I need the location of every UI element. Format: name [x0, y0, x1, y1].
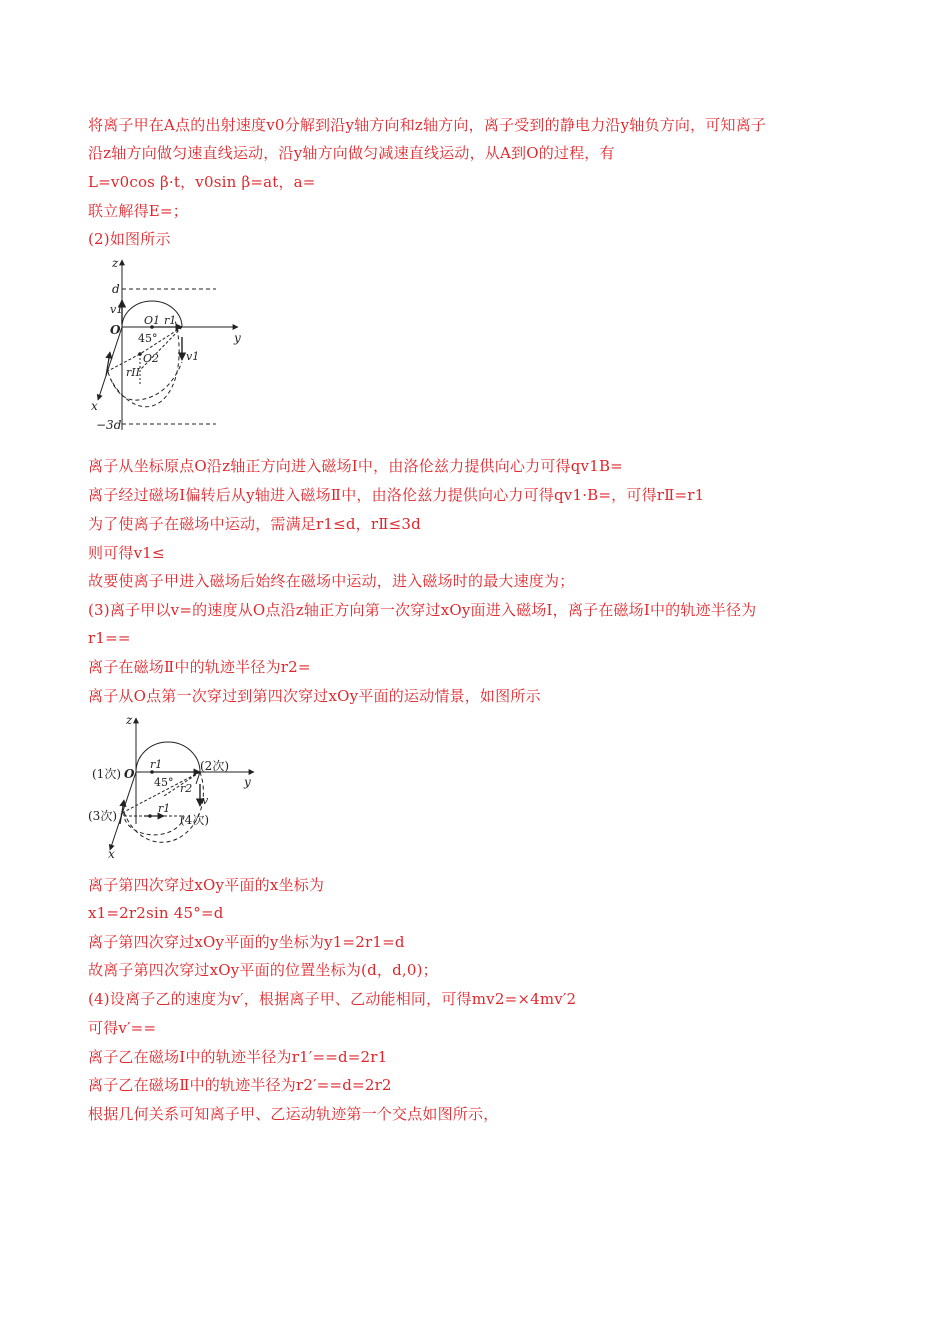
text-line-9: 则可得v1≤: [88, 544, 165, 562]
text-line-3: L=v0cos β·t，v0sin β=at，a=: [88, 173, 316, 191]
fig2-third-crossing-label: (3次): [88, 809, 117, 823]
O2-label: O2: [143, 352, 160, 365]
text-line-4: 联立解得E=；: [88, 202, 188, 220]
fig2-v-label: v: [202, 794, 209, 807]
d-label: d: [112, 282, 120, 296]
angle-label: 45°: [138, 332, 158, 345]
z-axis-label: z: [112, 256, 119, 270]
text-line-20: 可得v′==: [88, 1019, 157, 1037]
center-O2-dot: [138, 352, 142, 356]
fig2-r1-label: r1: [150, 758, 163, 771]
neg3d-label: −3d: [96, 418, 122, 432]
text-line-5: (2)如图所示: [88, 230, 171, 248]
text-line-12: r1==: [88, 629, 131, 647]
fig2-center-dot-lower: [148, 814, 152, 818]
text-line-17: 离子第四次穿过xOy平面的y坐标为y1=2r1=d: [88, 933, 405, 951]
text-line-10: 故要使离子甲进入磁场后始终在磁场中运动，进入磁场时的最大速度为；: [88, 572, 575, 590]
text-line-18: 故离子第四次穿过xOy平面的位置坐标为(d，d,0)；: [88, 961, 438, 979]
text-line-23: 根据几何关系可知离子甲、乙运动轨迹第一个交点如图所示，: [88, 1105, 499, 1123]
fig2-r1-lower-label: r1: [158, 802, 171, 815]
x-axis-label: x: [91, 399, 98, 413]
fig2-angle-label: 45°: [154, 776, 174, 789]
r1-label: r1: [164, 314, 177, 327]
figure-2-crossing-diagram: [84, 712, 264, 860]
fig2-fourth-crossing-label: (4次): [180, 813, 209, 827]
v1-top-label: v1: [110, 303, 124, 316]
text-line-21: 离子乙在磁场Ⅰ中的轨迹半径为r1′==d=2r1: [88, 1048, 388, 1066]
v1-right-label: v1: [186, 350, 200, 363]
origin-label: O: [110, 323, 121, 337]
text-line-11: (3)离子甲以v=的速度从O点沿z轴正方向第一次穿过xOy面进入磁场Ⅰ，离子在磁场Ⅰ中的轨迹半径为: [88, 601, 757, 619]
fig2-second-crossing-label: (2次): [200, 759, 229, 773]
text-line-6: 离子从坐标原点O沿z轴正方向进入磁场Ⅰ中，由洛伦兹力提供向心力可得qv1B=: [88, 457, 623, 475]
fig2-y-axis-label: y: [244, 775, 251, 789]
text-line-19: (4)设离子乙的速度为v′，根据离子甲、乙动能相同，可得mv2=×4mv′2: [88, 990, 577, 1008]
figure-1-trajectory-diagram: [88, 252, 248, 437]
text-line-7: 离子经过磁场Ⅰ偏转后从y轴进入磁场Ⅱ中，由洛伦兹力提供向心力可得qv1·B=，可得rⅡ=r1: [88, 486, 705, 504]
O1-label: O1: [144, 314, 161, 327]
text-line-13: 离子在磁场Ⅱ中的轨迹半径为r2=: [88, 658, 311, 676]
fig2-z-axis-label: z: [126, 713, 133, 727]
text-line-15: 离子第四次穿过xOy平面的x坐标为: [88, 876, 325, 894]
fig2-origin-label: O: [124, 767, 135, 781]
fig2-first-crossing-label: (1次): [92, 767, 121, 781]
text-line-16: x1=2r2sin 45°=d: [88, 904, 224, 922]
text-line-8: 为了使离子在磁场中运动，需满足r1≤d，rⅡ≤3d: [88, 515, 421, 533]
text-line-22: 离子乙在磁场Ⅱ中的轨迹半径为r2′==d=2r2: [88, 1076, 392, 1094]
y-axis-label: y: [234, 331, 241, 345]
fig2-r2-label: r2: [180, 782, 193, 795]
text-line-1: 将离子甲在A点的出射速度v0分解到沿y轴方向和z轴方向，离子受到的静电力沿y轴负方向，可知离子: [88, 116, 767, 134]
fig2-x-axis-label: x: [108, 847, 115, 860]
text-line-14: 离子从O点第一次穿过到第四次穿过xOy平面的运动情景，如图所示: [88, 687, 541, 705]
text-line-2: 沿z轴方向做匀速直线运动，沿y轴方向做匀减速直线运动，从A到O的过程，有: [88, 144, 615, 162]
rII-label: rII: [126, 366, 140, 379]
